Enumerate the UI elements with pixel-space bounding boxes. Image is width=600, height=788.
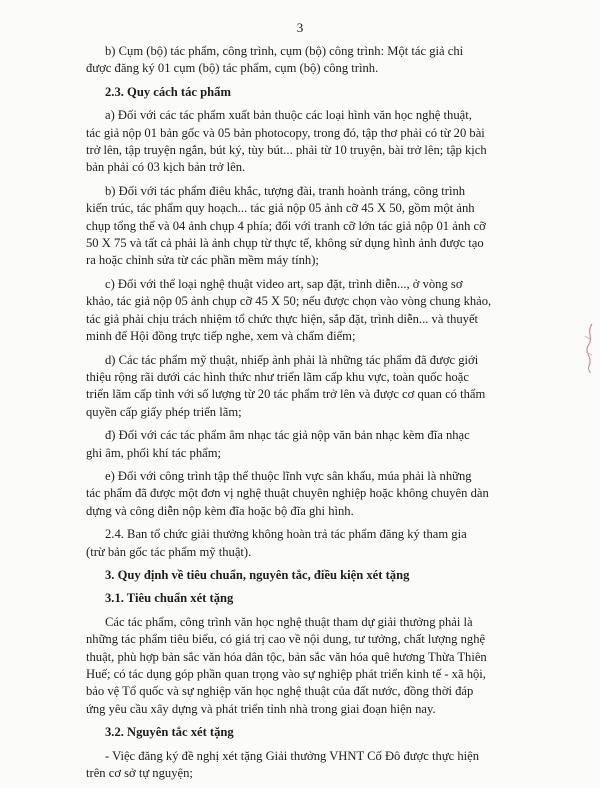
- text-line: chụp tổng thể và 04 ảnh chụp 4 phía; đối với tranh cỡ lớn tác giả nộp 01 ảnh cỡ: [86, 218, 486, 233]
- section-heading: 2.3. Quy cách tác phẩm: [105, 84, 231, 99]
- text-line: thuật, phù hợp bản sắc văn hóa dân tộc, bản sắc văn hóa quê hương Thừa Thiên: [86, 649, 487, 664]
- text-line: khảo, tác giả nộp 05 ảnh chụp cỡ 45 X 50; nếu được chọn vào vòng chung khảo,: [86, 294, 492, 309]
- text-line: e) Đối với công trình tập thể thuộc lĩnh vực sân khấu, múa phải là những: [105, 468, 472, 483]
- text-line: những tác phẩm tiêu biểu, có giá trị cao về nội dung, tư tưởng, chất lượng nghệ: [86, 632, 486, 647]
- text-line: tác giả nộp 01 bản gốc và 05 bản photocopy, trong đó, tập thơ phải có từ 20 bài: [86, 125, 485, 140]
- text-line: ứng yêu cầu xây dựng và phát triển tỉnh nhà trong giai đoạn hiện nay.: [86, 701, 436, 716]
- text-line: tác phẩm đã được một đơn vị nghệ thuật chuyên nghiệp hoặc không chuyên dàn: [86, 486, 489, 501]
- paragraph: [0, 427, 600, 462]
- margin-stamp-mark: [582, 322, 596, 374]
- text-line: triển lãm cấp tỉnh với số lượng từ 20 tác phẩm trở lên và được cơ quan có thẩm: [86, 387, 486, 402]
- text-line: minh để Hội đồng trực tiếp nghe, xem và chấm điểm;: [86, 329, 356, 344]
- text-line: Huế; có tác dụng góp phần quan trọng vào sự nghiệp phát triển kinh tế - xã hội,: [86, 667, 486, 681]
- text-line: bảo vệ Tổ quốc và sự nghiệp văn học nghệ thuật của đất nước, đồng thời đáp: [86, 684, 474, 699]
- paragraph: [0, 748, 600, 783]
- paragraph: [0, 614, 600, 718]
- text-line: - Việc đăng ký đề nghị xét tặng Giải thưởng VHNT Cố Đô được thực hiện: [105, 748, 480, 763]
- text-line: ghi âm, phối khí tác phẩm;: [86, 445, 222, 460]
- paragraph: [0, 183, 600, 270]
- text-line: d) Các tác phẩm mỹ thuật, nhiếp ảnh phải là những tác phẩm đã được giới: [105, 352, 479, 367]
- text-line: (trừ bản gốc tác phẩm mỹ thuật).: [86, 544, 252, 559]
- text-line: ra hoặc chỉnh sửa từ các phần mềm máy tính);: [86, 253, 319, 268]
- text-line: 2.4. Ban tổ chức giải thưởng không hoàn trả tác phẩm đăng ký tham gia: [105, 527, 467, 542]
- section-heading: 3.1. Tiêu chuẩn xét tặng: [105, 591, 234, 606]
- text-line: dựng và công diễn nộp kèm đĩa hoặc bộ đĩa ghi hình.: [86, 503, 354, 518]
- text-line: kiến trúc, tác phẩm quy hoạch... tác giả nộp 05 ảnh cỡ 45 X 50, gồm một ảnh: [86, 201, 475, 216]
- paragraph: [0, 526, 600, 561]
- text-line: 50 X 75 và tất cả phải là ảnh chụp từ thực tế, không sử dụng hình ảnh được tạo: [86, 236, 484, 251]
- text-line: c) Đối với thể loại nghệ thuật video art, sap đặt, trình diễn..., ở vòng sơ: [105, 276, 463, 291]
- text-line: a) Đối với các tác phẩm xuất bản thuộc các loại hình văn học nghệ thuật,: [105, 108, 472, 123]
- text-line: tác giả phải chịu trách nhiệm tổ chức thực hiện, sắp đặt, trình diễn... và thuyết: [86, 311, 479, 326]
- paragraph: [0, 468, 600, 520]
- text-line: đ) Đối với các tác phẩm âm nhạc tác giả nộp văn bản nhạc kèm đĩa nhạc: [105, 428, 470, 443]
- text-line: quyền cấp giấy phép triển lãm;: [86, 404, 242, 419]
- paragraph: [0, 43, 600, 78]
- text-line: b) Đối với tác phẩm điêu khắc, tượng đài, tranh hoành tráng, công trình: [105, 183, 466, 198]
- text-line: b) Cụm (bộ) tác phẩm, công trình, cụm (bộ) công trình: Một tác giả chỉ: [105, 44, 464, 58]
- text-line: được đăng ký 01 cụm (bộ) tác phẩm, cụm (bộ) công trình.: [86, 61, 379, 76]
- page-number: 3: [296, 20, 304, 35]
- text-line: trở lên, tập truyện ngắn, bút ký, tùy bút... phải từ 10 truyện, bài trở lên; tập kịch: [86, 143, 487, 158]
- text-line: bản phải có 03 kịch bản trở lên.: [86, 160, 246, 175]
- section-heading: 3.2. Nguyên tắc xét tặng: [105, 725, 234, 740]
- section-heading: 3. Quy định về tiêu chuẩn, nguyên tắc, điều kiện xét tặng: [105, 567, 410, 582]
- text-line: trên cơ sở tự nguyện;: [86, 766, 193, 781]
- paragraph: [0, 276, 600, 346]
- text-line: Các tác phẩm, công trình văn học nghệ thuật tham dự giải thưởng phải là: [105, 614, 473, 629]
- text-line: thiệu rộng rãi dưới các hình thức như triển lãm cấp khu vực, toàn quốc hoặc: [86, 369, 469, 384]
- paragraph: [0, 352, 600, 422]
- paragraph: [0, 107, 600, 177]
- document-body: [0, 43, 600, 788]
